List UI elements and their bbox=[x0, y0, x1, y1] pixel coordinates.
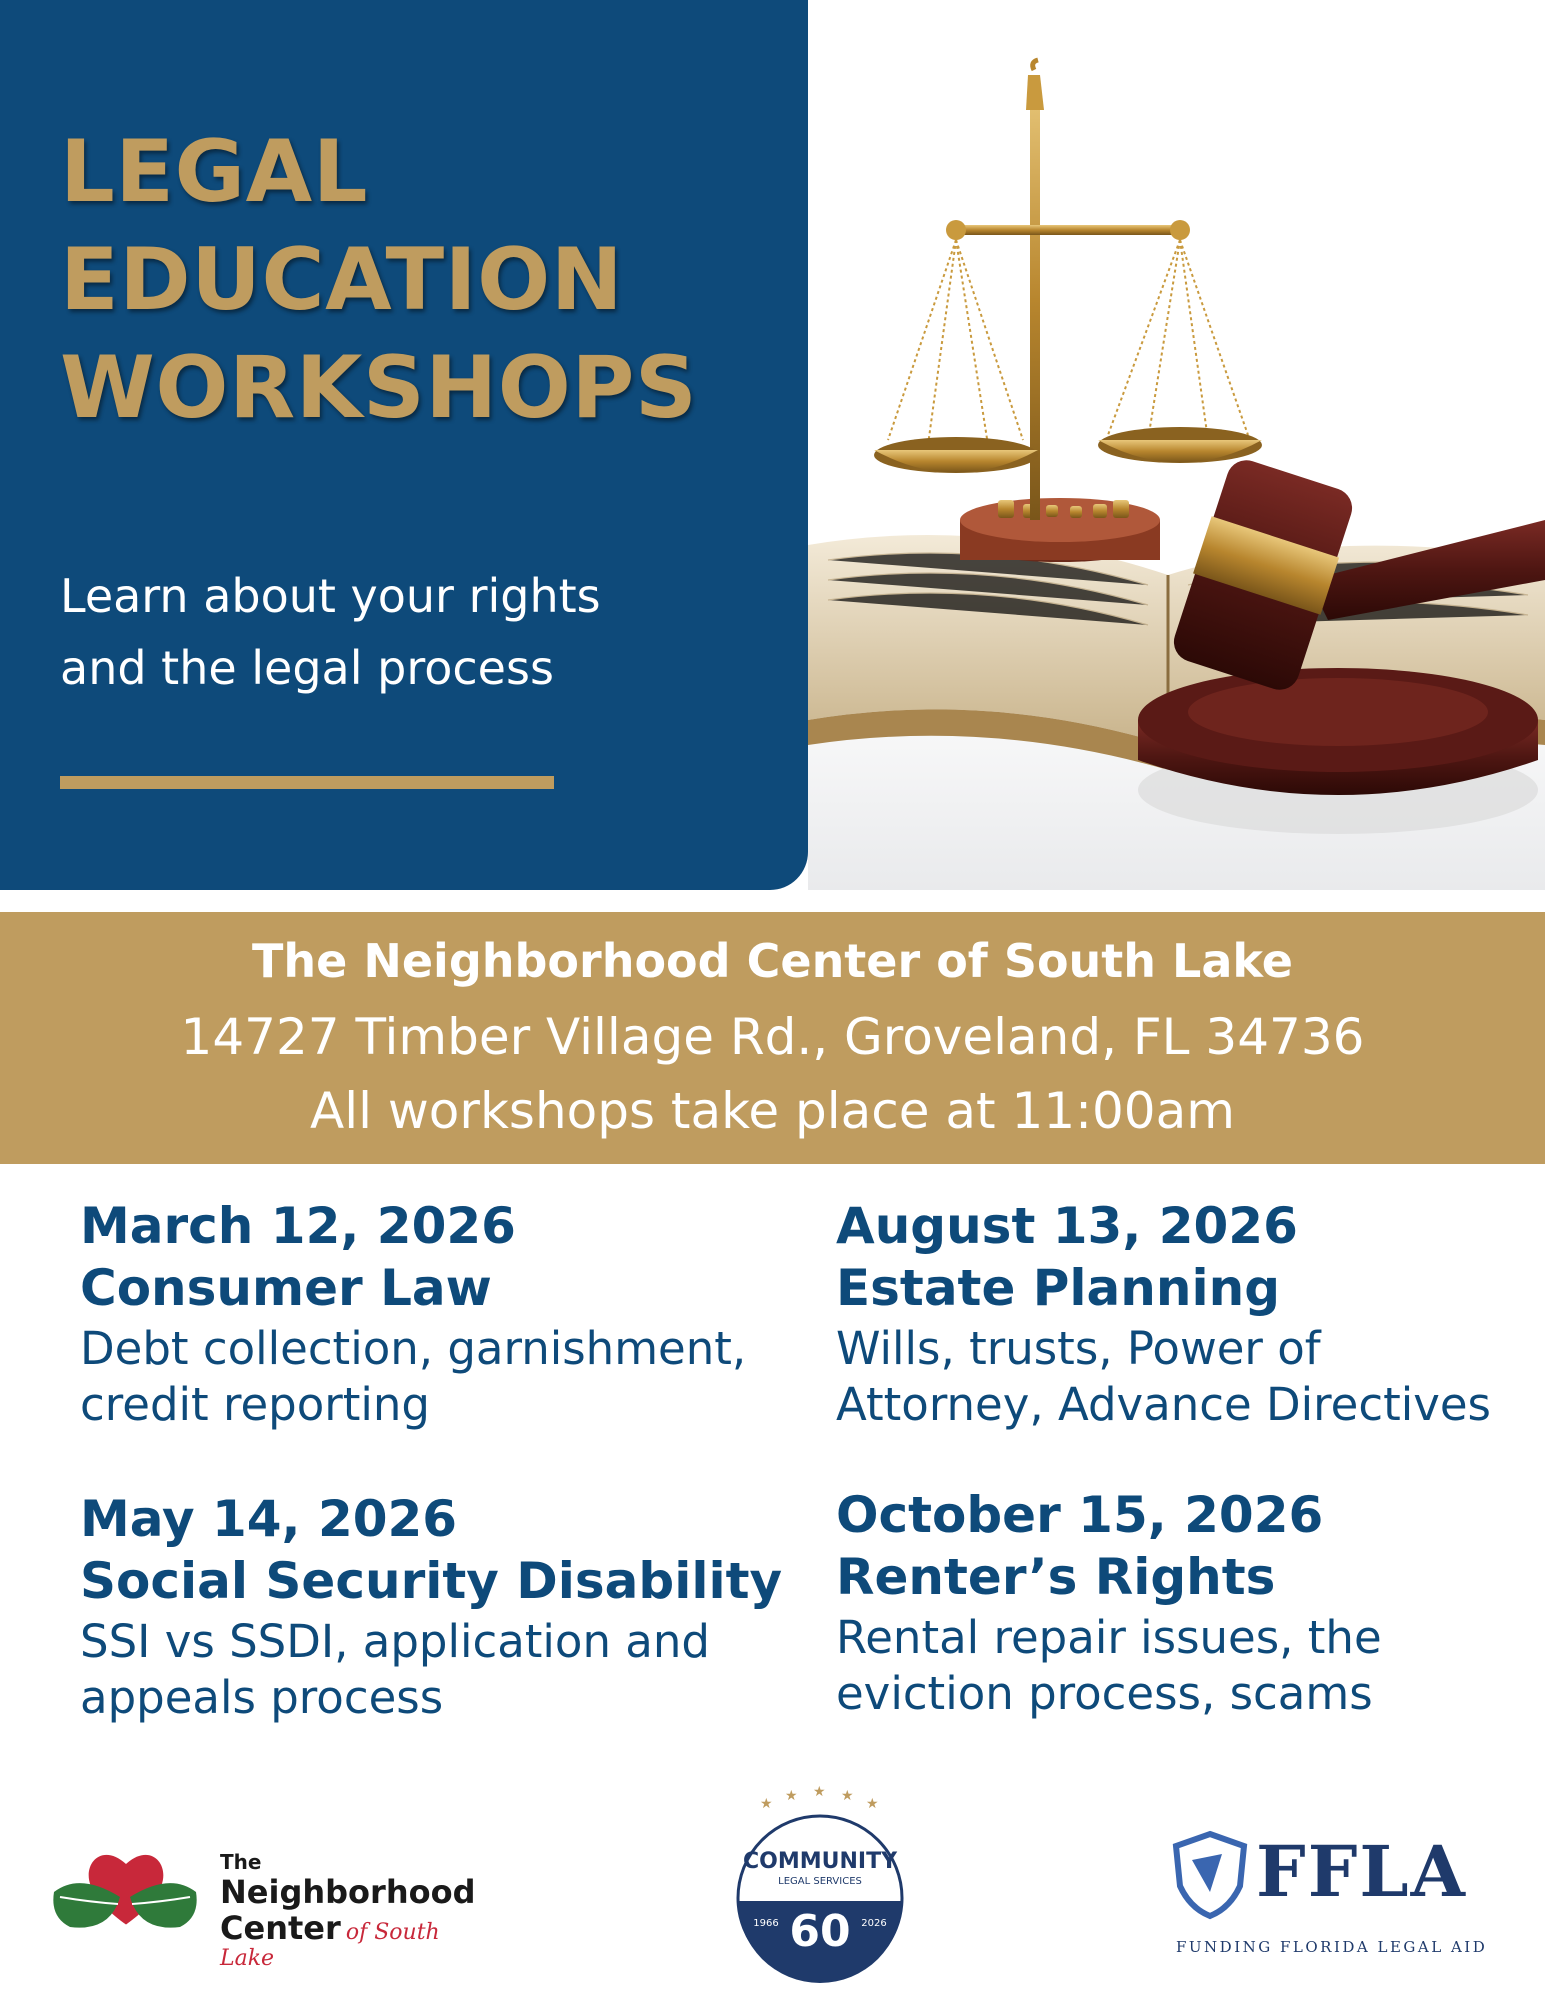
workshop-date: May 14, 2026 bbox=[80, 1490, 458, 1548]
workshop-description bbox=[836, 1321, 1526, 1433]
ffla-logo bbox=[1170, 1820, 1490, 1970]
cls-years: 60 bbox=[789, 1906, 851, 1957]
workshop-social-security-disability bbox=[80, 1488, 783, 1726]
star-icon: ★ bbox=[785, 1788, 798, 1804]
workshop-topic: Social Security Disability bbox=[80, 1552, 783, 1610]
time-note: All workshops take place at 11:00am bbox=[310, 1082, 1235, 1140]
description-line: eviction process, scams bbox=[836, 1667, 1373, 1720]
description-line: Rental repair issues, the bbox=[836, 1611, 1382, 1664]
heart-leaf-icon bbox=[50, 1842, 200, 1952]
cls-name: COMMUNITY bbox=[742, 1849, 898, 1874]
title-line-2: EDUCATION bbox=[60, 230, 624, 330]
title-line-3: WORKSHOPS bbox=[60, 338, 698, 438]
workshop-date: March 12, 2026 bbox=[80, 1197, 516, 1255]
subtitle bbox=[60, 560, 601, 704]
workshop-topic: Renter’s Rights bbox=[836, 1548, 1276, 1606]
workshop-estate-planning bbox=[836, 1195, 1526, 1433]
page-title bbox=[60, 118, 697, 442]
logo-the: The bbox=[220, 1850, 262, 1874]
star-icon: ★ bbox=[866, 1796, 879, 1812]
workshop-date: October 15, 2026 bbox=[836, 1486, 1324, 1544]
workshop-renters-rights bbox=[836, 1484, 1526, 1722]
neighborhood-center-wordmark bbox=[220, 1850, 475, 1971]
workshop-description bbox=[836, 1610, 1526, 1722]
cls-start-year: 1966 bbox=[753, 1918, 779, 1929]
subtitle-line-1: Learn about your rights bbox=[60, 569, 601, 623]
description-line: appeals process bbox=[80, 1671, 444, 1724]
neighborhood-center-logo bbox=[50, 1842, 476, 1971]
description-line: credit reporting bbox=[80, 1378, 430, 1431]
logo-line-2-row bbox=[220, 1910, 475, 1971]
divider bbox=[60, 776, 554, 789]
star-icon: ★ bbox=[841, 1788, 854, 1804]
scales-gavel-photo bbox=[808, 0, 1545, 890]
title-panel bbox=[0, 0, 808, 890]
logo-line-2: Center bbox=[220, 1909, 341, 1947]
workshop-description bbox=[80, 1321, 760, 1433]
star-icon: ★ bbox=[760, 1796, 773, 1812]
venue-name: The Neighborhood Center of South Lake bbox=[252, 934, 1293, 988]
location-band bbox=[0, 912, 1545, 1164]
logo-line-1: Neighborhood bbox=[220, 1873, 476, 1911]
description-line: SSI vs SSDI, application and bbox=[80, 1615, 710, 1668]
description-line: Debt collection, garnishment, bbox=[80, 1322, 747, 1375]
logo-script: of South Lake bbox=[220, 1920, 440, 1971]
ffla-wordmark: FFLA bbox=[1256, 1830, 1467, 1913]
description-line: Attorney, Advance Directives bbox=[836, 1378, 1491, 1431]
workshop-date: August 13, 2026 bbox=[836, 1197, 1298, 1255]
cls-end-year: 2026 bbox=[861, 1918, 887, 1929]
hero-section bbox=[0, 0, 1545, 890]
star-icon: ★ bbox=[813, 1786, 826, 1800]
workshop-consumer-law bbox=[80, 1195, 760, 1433]
venue-address: 14727 Timber Village Rd., Groveland, FL 34736 bbox=[180, 1008, 1365, 1066]
cls-sub: LEGAL SERVICES bbox=[778, 1876, 862, 1887]
workshop-description bbox=[80, 1614, 780, 1726]
workshop-topic: Estate Planning bbox=[836, 1259, 1281, 1317]
shield-icon bbox=[1170, 1830, 1250, 1920]
ffla-tagline: FUNDING FLORIDA LEGAL AID bbox=[1176, 1938, 1488, 1956]
workshop-topic: Consumer Law bbox=[80, 1259, 492, 1317]
community-legal-services-logo bbox=[720, 1786, 920, 1986]
subtitle-line-2: and the legal process bbox=[60, 641, 554, 695]
title-line-1: LEGAL bbox=[60, 122, 368, 222]
description-line: Wills, trusts, Power of bbox=[836, 1322, 1321, 1375]
